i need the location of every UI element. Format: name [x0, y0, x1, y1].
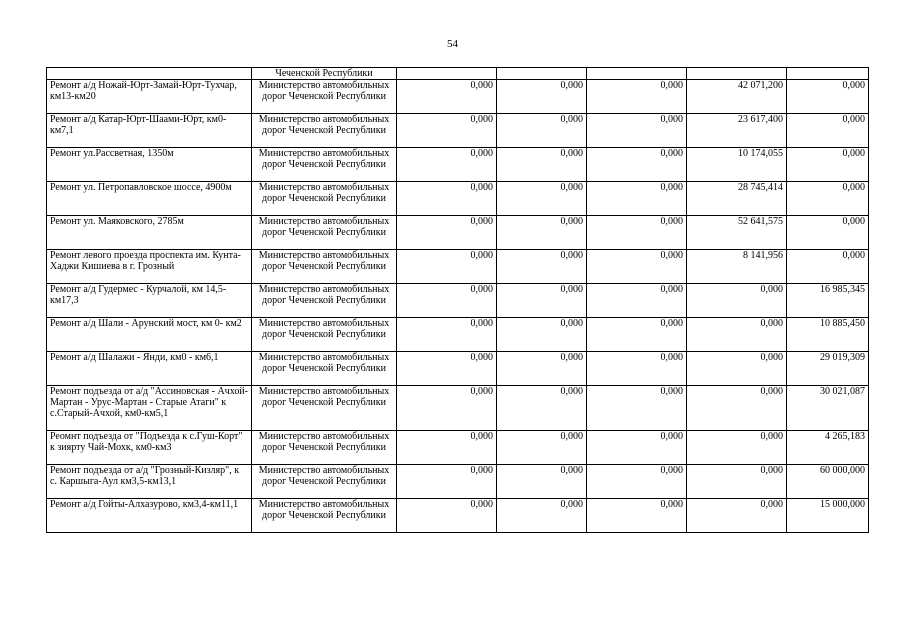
value-cell: 0,000	[787, 182, 869, 216]
value-cell	[497, 68, 587, 80]
org-cell: Министерство автомобильных дорог Чеченской Республики	[252, 148, 397, 182]
value-cell: 60 000,000	[787, 465, 869, 499]
table-row	[47, 352, 869, 386]
value-cell: 0,000	[587, 499, 687, 533]
value-cell: 0,000	[587, 465, 687, 499]
continuation-row	[47, 68, 869, 80]
table-row	[47, 499, 869, 533]
table-row	[47, 284, 869, 318]
road-name-cell: Реомнт подъезда от "Подъезда к с.Гуш-Корт" к зиярту Чай-Мохк, км0-км3	[47, 431, 252, 465]
value-cell: 4 265,183	[787, 431, 869, 465]
value-cell: 0,000	[397, 499, 497, 533]
value-cell: 0,000	[497, 216, 587, 250]
value-cell: 0,000	[397, 114, 497, 148]
road-name-cell: Ремонт а/д Катар-Юрт-Шаами-Юрт, км0-км7,1	[47, 114, 252, 148]
value-cell: 0,000	[587, 431, 687, 465]
value-cell: 0,000	[397, 182, 497, 216]
value-cell: 0,000	[397, 216, 497, 250]
value-cell	[587, 68, 687, 80]
value-cell: 0,000	[397, 352, 497, 386]
value-cell: 0,000	[397, 431, 497, 465]
value-cell: 0,000	[497, 318, 587, 352]
value-cell: 0,000	[587, 80, 687, 114]
org-cell: Министерство автомобильных дорог Чеченской Республики	[252, 465, 397, 499]
value-cell: 16 985,345	[787, 284, 869, 318]
value-cell: 0,000	[787, 148, 869, 182]
name-cell	[47, 68, 252, 80]
value-cell: 0,000	[787, 250, 869, 284]
value-cell: 0,000	[787, 114, 869, 148]
value-cell: 0,000	[587, 182, 687, 216]
table-row	[47, 216, 869, 250]
value-cell: 8 141,956	[687, 250, 787, 284]
road-name-cell: Ремонт а/д Шали - Арунский мост, км 0- км2	[47, 318, 252, 352]
value-cell: 28 745,414	[687, 182, 787, 216]
value-cell: 0,000	[397, 148, 497, 182]
value-cell: 0,000	[787, 216, 869, 250]
table-row	[47, 318, 869, 352]
org-cell: Министерство автомобильных дорог Чеченской Республики	[252, 182, 397, 216]
value-cell: 29 019,309	[787, 352, 869, 386]
road-name-cell: Ремонт ул. Петропавловское шоссе, 4900м	[47, 182, 252, 216]
value-cell: 0,000	[397, 318, 497, 352]
value-cell: 0,000	[497, 352, 587, 386]
value-cell: 0,000	[497, 431, 587, 465]
road-name-cell: Ремонт подъезда от а/д "Ассиновская - Ачхой-Мартан - Урус-Мартан - Старые Атаги" к с.Старый-Ачхой, км0-км5,1	[47, 386, 252, 431]
table-row	[47, 80, 869, 114]
value-cell: 0,000	[687, 284, 787, 318]
value-cell: 0,000	[687, 318, 787, 352]
value-cell: 0,000	[687, 499, 787, 533]
value-cell: 0,000	[687, 465, 787, 499]
value-cell: 0,000	[787, 80, 869, 114]
org-cell: Министерство автомобильных дорог Чеченской Республики	[252, 386, 397, 431]
value-cell: 0,000	[397, 250, 497, 284]
table-row	[47, 182, 869, 216]
value-cell: 0,000	[687, 386, 787, 431]
road-name-cell: Ремонт а/д Ножай-Юрт-Замай-Юрт-Тухчар, км13-км20	[47, 80, 252, 114]
road-name-cell: Ремонт а/д Шалажи - Янди, км0 - км6,1	[47, 352, 252, 386]
value-cell	[787, 68, 869, 80]
value-cell: 0,000	[397, 80, 497, 114]
org-cell: Министерство автомобильных дорог Чеченской Республики	[252, 318, 397, 352]
page-number: 54	[447, 38, 458, 50]
value-cell: 0,000	[587, 114, 687, 148]
table-row	[47, 148, 869, 182]
org-cell: Министерство автомобильных дорог Чеченской Республики	[252, 114, 397, 148]
road-name-cell: Ремонт ул. Маяковского, 2785м	[47, 216, 252, 250]
value-cell: 0,000	[587, 352, 687, 386]
value-cell: 0,000	[497, 499, 587, 533]
value-cell: 15 000,000	[787, 499, 869, 533]
value-cell: 0,000	[397, 465, 497, 499]
org-cell: Министерство автомобильных дорог Чеченской Республики	[252, 499, 397, 533]
value-cell: 0,000	[497, 465, 587, 499]
value-cell: 0,000	[497, 182, 587, 216]
value-cell: 0,000	[497, 284, 587, 318]
value-cell: 0,000	[497, 80, 587, 114]
road-name-cell: Ремонт а/д Гудермес - Курчалой, км 14,5-км17,3	[47, 284, 252, 318]
road-name-cell: Ремонт подъезда от а/д "Грозный-Кизляр", к с. Каршыга-Аул км3,5-км13,1	[47, 465, 252, 499]
org-cell: Министерство автомобильных дорог Чеченской Республики	[252, 431, 397, 465]
value-cell: 0,000	[497, 386, 587, 431]
org-cell: Министерство автомобильных дорог Чеченской Республики	[252, 284, 397, 318]
org-cell: Министерство автомобильных дорог Чеченской Республики	[252, 80, 397, 114]
value-cell: 10 174,055	[687, 148, 787, 182]
value-cell: 23 617,400	[687, 114, 787, 148]
table-row	[47, 465, 869, 499]
org-cell: Чеченской Республики	[252, 68, 397, 80]
road-name-cell: Ремонт ул.Рассветная, 1350м	[47, 148, 252, 182]
value-cell: 0,000	[497, 148, 587, 182]
org-cell: Министерство автомобильных дорог Чеченской Республики	[252, 352, 397, 386]
value-cell: 42 071,200	[687, 80, 787, 114]
value-cell: 0,000	[497, 114, 587, 148]
table-row	[47, 114, 869, 148]
value-cell: 0,000	[397, 284, 497, 318]
value-cell: 0,000	[587, 216, 687, 250]
value-cell: 0,000	[587, 250, 687, 284]
road-name-cell: Ремонт левого проезда проспекта им. Кунта-Хаджи Кишиева в г. Грозный	[47, 250, 252, 284]
road-name-cell: Ремонт а/д Гойты-Алхазурово, км3,4-км11,1	[47, 499, 252, 533]
org-cell: Министерство автомобильных дорог Чеченской Республики	[252, 250, 397, 284]
org-cell: Министерство автомобильных дорог Чеченской Республики	[252, 216, 397, 250]
value-cell: 30 021,087	[787, 386, 869, 431]
value-cell: 10 885,450	[787, 318, 869, 352]
table-row	[47, 250, 869, 284]
value-cell: 0,000	[587, 148, 687, 182]
value-cell: 0,000	[397, 386, 497, 431]
value-cell	[687, 68, 787, 80]
value-cell: 0,000	[687, 352, 787, 386]
value-cell	[397, 68, 497, 80]
value-cell: 0,000	[587, 318, 687, 352]
value-cell: 0,000	[687, 431, 787, 465]
budget-table	[46, 67, 869, 533]
value-cell: 52 641,575	[687, 216, 787, 250]
table-row	[47, 431, 869, 465]
table-row	[47, 386, 869, 431]
value-cell: 0,000	[497, 250, 587, 284]
value-cell: 0,000	[587, 284, 687, 318]
value-cell: 0,000	[587, 386, 687, 431]
